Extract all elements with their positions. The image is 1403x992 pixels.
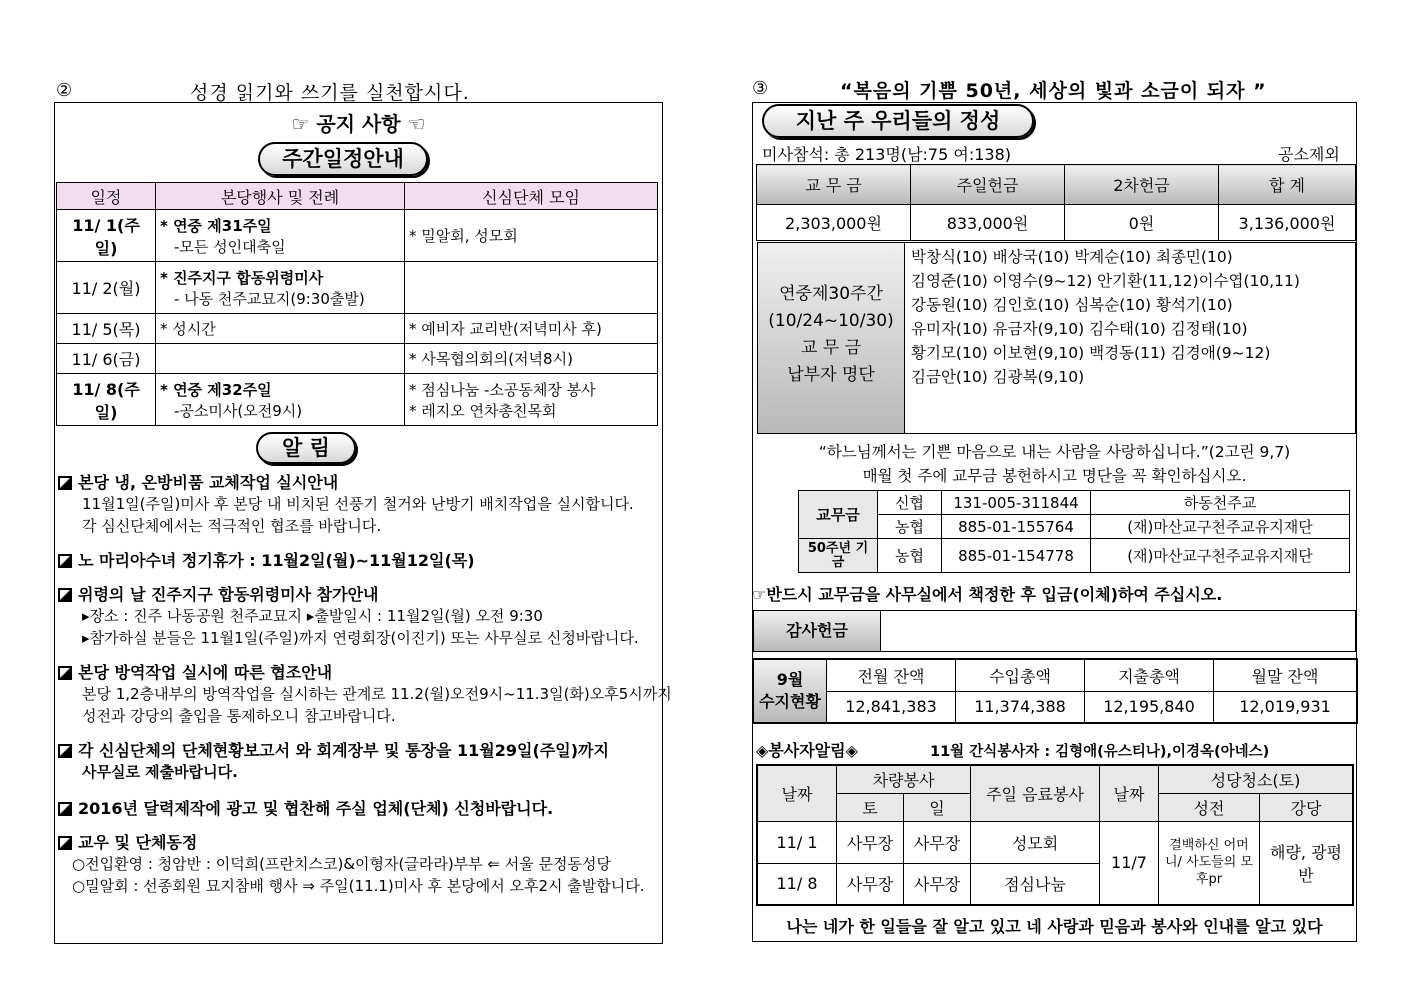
- square-bullet-icon: [58, 744, 72, 758]
- notice-title-text: 위령의 날 진주지구 합동위령미사 참가안내: [78, 585, 379, 604]
- square-bullet-icon: [58, 836, 72, 850]
- left-header: 성경 읽기와 쓰기를 실천합시다.: [190, 82, 470, 104]
- schedule-event: * 성시간: [156, 314, 405, 344]
- footer-verse: 나는 네가 한 일들을 잘 알고 있고 네 사랑과 믿음과 봉사와 인내를 알고 있다: [786, 917, 1323, 936]
- account-number: 885-01-155764: [942, 515, 1091, 539]
- vol-row: [757, 821, 1353, 863]
- finance-value: 12,841,383: [827, 691, 956, 723]
- page-number-right: ③: [752, 78, 769, 99]
- schedule-date: 11/ 6(금): [57, 344, 156, 374]
- account-number: 131-005-311844: [942, 491, 1091, 515]
- vol-header-sat: 토: [837, 793, 904, 821]
- donor-label: [757, 242, 905, 434]
- offering-header: 주일헌금: [911, 165, 1065, 205]
- offering-header: 합 계: [1219, 165, 1356, 205]
- vol-sanct: 결백하신 어머니/ 사도들의 모후pr: [1159, 821, 1260, 905]
- donor-label-line: (10/24~10/30): [768, 311, 894, 331]
- schedule-group: * 예비자 교리반(저녁미사 후): [405, 314, 658, 344]
- notice-item: [58, 660, 672, 727]
- notice-item: [58, 548, 475, 571]
- finance-header: 전월 잔액: [827, 659, 956, 691]
- schedule-group: * 밀알회, 성모회: [405, 210, 658, 262]
- bible-verse: “하느님께서는 기쁜 마음으로 내는 사람을 사랑하십니다.”(2고린 9,7): [818, 443, 1291, 461]
- donor-line: 김영준(10) 이영수(9~12) 안기환(11,12)이수엽(10,11): [911, 272, 1300, 290]
- square-bullet-icon: [58, 476, 72, 490]
- offering-value: 833,000원: [911, 205, 1065, 241]
- alim-title: 알 림: [256, 432, 356, 464]
- vol-header-sun: 일: [904, 793, 971, 821]
- donor-list: [904, 242, 1356, 434]
- donor-label-line: 연중제30주간: [779, 284, 883, 304]
- account-bank: 신협: [878, 491, 942, 515]
- account-table: [798, 490, 1350, 573]
- donor-line: 황기모(10) 이보현(9,10) 백경동(11) 김경애(9~12): [911, 344, 1271, 362]
- notice-line: ○밀알회 : 선종회원 묘지참배 행사 ⇒ 주일(11.1)미사 후 본당에서 오후2시 출발합니다.: [72, 877, 645, 895]
- account-holder: (재)마산교구천주교유지재단: [1091, 539, 1350, 573]
- notice-line: ▸장소 : 진주 나동공원 천주교묘지 ▸출발일시 : 11월2일(월) 오전 9:30: [82, 607, 543, 625]
- schedule-group: [405, 262, 658, 314]
- schedule-header-events: 본당행사 및 전례: [156, 183, 405, 210]
- schedule-date: 11/ 8(주일): [57, 374, 156, 426]
- account-holder: 하동천주교: [1091, 491, 1350, 515]
- notice-title-text: 본당 방역작업 실시에 따른 협조안내: [78, 663, 333, 682]
- square-bullet-icon: [58, 666, 72, 680]
- finance-header: 월말 잔액: [1214, 659, 1358, 691]
- vol-header-hall: 강당: [1260, 793, 1354, 821]
- schedule-header-date: 일정: [57, 183, 156, 210]
- schedule-row: [57, 262, 658, 314]
- verse-sub: 매월 첫 주에 교무금 봉헌하시고 명단을 꼭 확인하십시오.: [862, 467, 1247, 485]
- vol-header-clean: 성당청소(토): [1159, 765, 1354, 793]
- vol-sun: 사무장: [904, 863, 971, 905]
- donor-line: 유미자(10) 유금자(9,10) 김수태(10) 김정태(10): [911, 320, 1248, 338]
- square-bullet-icon: [58, 554, 72, 568]
- vol-sat: 사무장: [837, 821, 904, 863]
- offering-header: 교 무 금: [757, 165, 911, 205]
- donor-line: 강동원(10) 김인호(10) 심복순(10) 황석기(10): [911, 296, 1233, 314]
- finance-header: 수입총액: [956, 659, 1085, 691]
- vol-header-date: 날짜: [757, 765, 837, 821]
- notice-line: ○전입환영 : 청암반 : 이덕희(프란치스코)&이형자(글라라)부부 ⇐ 서울 문정동성당: [72, 855, 611, 873]
- schedule-event: * 진주지구 합동위령미사: [160, 268, 324, 287]
- schedule-date: 11/ 5(목): [57, 314, 156, 344]
- donor-line: 박창식(10) 배상국(10) 박계순(10) 최종민(10): [911, 248, 1233, 266]
- vol-date: 11/ 1: [757, 821, 837, 863]
- account-bank: 농협: [878, 539, 942, 573]
- vol-sat: 사무장: [837, 863, 904, 905]
- schedule-group: * 사목협의회의(저녁8시): [405, 344, 658, 374]
- notice-title-text: 각 신심단체의 단체현황보고서 와 회계장부 및 통장을 11월29일(주일)까지: [78, 741, 609, 760]
- account-label: 50주년 기금: [799, 539, 878, 573]
- vol-date: 11/ 8: [757, 863, 837, 905]
- schedule-group: * 레지오 연차총친목회: [409, 401, 557, 420]
- schedule-event: * 연중 제32주일: [160, 380, 272, 399]
- offering-value: 2,303,000원: [757, 205, 911, 241]
- notice-item: [58, 796, 553, 819]
- thanks-value: [880, 610, 1356, 652]
- schedule-event: -공소미사(오전9시): [174, 401, 303, 420]
- notice-line: 사무실로 제출바랍니다.: [82, 763, 238, 781]
- donor-label-line: 납부자 명단: [787, 365, 875, 385]
- schedule-group: * 점심나눔 -소공동체장 봉사: [409, 380, 596, 399]
- schedule-row: [57, 314, 658, 344]
- notice-title-text: 교우 및 단체동정: [78, 833, 198, 852]
- attendance: 미사참석: 총 213명(남:75 여:138): [762, 145, 1011, 164]
- schedule-row: [57, 374, 658, 426]
- vol-header-drink: 주일 음료봉사: [971, 765, 1100, 821]
- vol-header-car: 차량봉사: [837, 765, 971, 793]
- notice-item: [58, 830, 645, 897]
- square-bullet-icon: [58, 588, 72, 602]
- vol-hall: 해량, 광평반: [1260, 821, 1354, 905]
- notice-line: 본당 1,2층내부의 방역작업을 실시하는 관계로 11.2(월)오전9시~11.3일(화)오후5시까지: [82, 685, 672, 703]
- schedule-title: 주간일정안내: [258, 142, 428, 176]
- notice-title-text: 2016년 달력제작에 광고 및 협찬해 주실 업체(단체) 신청바랍니다.: [78, 799, 554, 818]
- finance-label: 9월: [776, 670, 804, 689]
- donor-label-line: 교 무 금: [800, 338, 862, 358]
- account-bank: 농협: [878, 515, 942, 539]
- notice-item: [58, 582, 639, 649]
- notice-title-text: 노 마리아수녀 정기휴가 : 11월2일(월)~11월12일(목): [78, 551, 475, 570]
- account-label: 교무금: [799, 491, 878, 539]
- schedule-row: [57, 210, 658, 262]
- vol-header-sanct: 성전: [1159, 793, 1260, 821]
- vol-drink: 성모회: [971, 821, 1100, 863]
- schedule-event: - 나동 천주교묘지(9:30출발): [174, 289, 365, 308]
- offering-table: [756, 164, 1356, 241]
- schedule-event: * 연중 제31주일: [160, 216, 272, 235]
- schedule-date: 11/ 2(월): [57, 262, 156, 314]
- schedule-table: [56, 182, 658, 426]
- finance-value: 11,374,388: [956, 691, 1085, 723]
- offering-value: 0원: [1065, 205, 1219, 241]
- account-note: ☞반드시 교무금을 사무실에서 책정한 후 입금(이체)하여 주십시오.: [752, 585, 1223, 604]
- finance-label: 수지현황: [759, 692, 821, 711]
- notice-line: 성전과 강당의 출입을 통제하오니 참고바랍니다.: [82, 707, 396, 725]
- donor-line: 김금안(10) 김광복(9,10): [911, 368, 1085, 386]
- notice-line: 11월1일(주일)미사 후 본당 내 비치된 선풍기 철거와 난방기 배치작업을 실시합니다.: [82, 495, 634, 513]
- offering-value: 3,136,000원: [1219, 205, 1356, 241]
- offering-header: 2차헌금: [1065, 165, 1219, 205]
- notice-title: ☞ 공지 사항 ☜: [291, 112, 426, 136]
- schedule-header-groups: 신심단체 모임: [405, 183, 658, 210]
- vol-date2: 11/7: [1100, 821, 1159, 905]
- schedule-row: [57, 344, 658, 374]
- finance-value: 12,195,840: [1085, 691, 1214, 723]
- finance-value: 12,019,931: [1214, 691, 1358, 723]
- volunteer-snack: 11월 간식봉사자 : 김형애(유스티나),이경옥(아네스): [930, 744, 1270, 760]
- attendance-note: 공소제외: [1278, 145, 1340, 164]
- notice-item: [58, 470, 634, 537]
- vol-header-date2: 날짜: [1100, 765, 1159, 821]
- page-number-left: ②: [56, 80, 73, 101]
- offering-title: 지난 주 우리들의 정성: [762, 104, 1034, 138]
- right-header: “복음의 기쁨 50년, 세상의 빛과 소금이 되자 ”: [840, 80, 1267, 102]
- account-number: 885-01-154778: [942, 539, 1091, 573]
- square-bullet-icon: [58, 802, 72, 816]
- finance-header: 지출총액: [1085, 659, 1214, 691]
- vol-sun: 사무장: [904, 821, 971, 863]
- schedule-event: -모든 성인대축일: [174, 237, 286, 256]
- notice-item: [58, 738, 609, 783]
- account-holder: (재)마산교구천주교유지재단: [1091, 515, 1350, 539]
- schedule-date: 11/ 1(주일): [57, 210, 156, 262]
- notice-line: 각 심신단체에서는 적극적인 협조를 바랍니다.: [82, 517, 382, 535]
- volunteer-table: [756, 764, 1354, 906]
- vol-drink: 점심나눔: [971, 863, 1100, 905]
- schedule-event: [156, 344, 405, 374]
- notice-title-text: 본당 냉, 온방비품 교체작업 실시안내: [78, 473, 339, 492]
- notice-line: ▸참가하실 분들은 11월1일(주일)까지 연령회장(이진기) 또는 사무실로 신청바랍니다.: [82, 629, 639, 647]
- finance-table: [752, 658, 1358, 724]
- volunteer-title: ◈봉사자알림◈: [756, 741, 858, 760]
- thanks-label: 감사헌금: [753, 610, 881, 652]
